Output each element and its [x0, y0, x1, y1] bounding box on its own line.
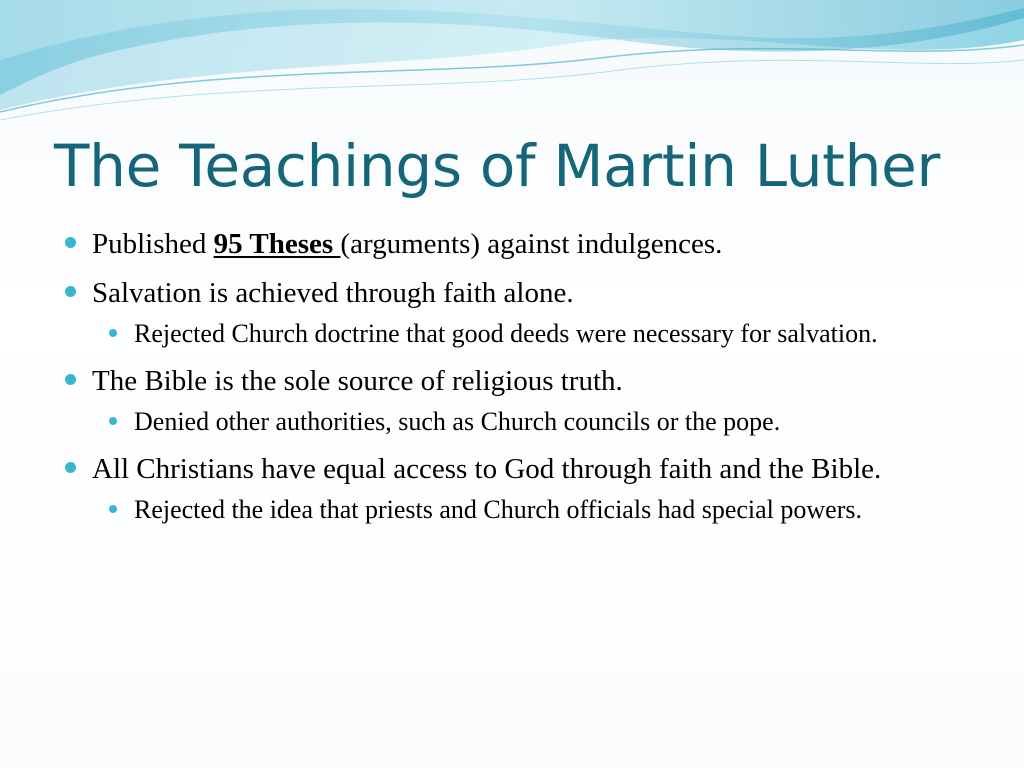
sub-bullet-dot-icon: [109, 505, 117, 513]
bullet-item-bible: [62, 360, 967, 402]
sub-bullet-text: Rejected Church doctrine that good deeds were necessary for salvation.: [134, 319, 878, 348]
sub-bullet-item-good-deeds: [62, 315, 967, 353]
bullet-dot-icon: [65, 374, 76, 385]
bullet-item-salvation: [62, 272, 967, 314]
bullet-dot-icon: [65, 462, 76, 473]
sub-bullet-dot-icon: [109, 417, 117, 425]
decorative-wave-banner: [0, 0, 1024, 130]
sub-bullet-item-priests: [62, 491, 967, 529]
sub-bullet-text: Rejected the idea that priests and Church officials had special powers.: [134, 495, 862, 524]
bullet-text: Salvation is achieved through faith alone.: [92, 277, 574, 309]
slide-title: The Teachings of Martin Luther: [54, 132, 941, 200]
bullet-text-before: Published: [92, 228, 214, 260]
bullet-list: [62, 223, 967, 529]
bullet-dot-icon: [65, 286, 76, 297]
bullet-text: The Bible is the sole source of religious truth.: [92, 365, 623, 397]
bullet-item-theses: [62, 223, 967, 265]
bullet-text-after: (arguments) against indulgences.: [340, 228, 723, 260]
bullet-dot-icon: [65, 237, 76, 248]
sub-bullet-item-authorities: [62, 403, 967, 441]
bullet-item-equal-access: [62, 448, 967, 490]
bullet-text-emphasis: 95 Theses: [213, 228, 341, 260]
sub-bullet-dot-icon: [109, 329, 117, 337]
bullet-text: All Christians have equal access to God through faith and the Bible.: [92, 453, 882, 485]
sub-bullet-text: Denied other authorities, such as Church councils or the pope.: [134, 407, 781, 436]
